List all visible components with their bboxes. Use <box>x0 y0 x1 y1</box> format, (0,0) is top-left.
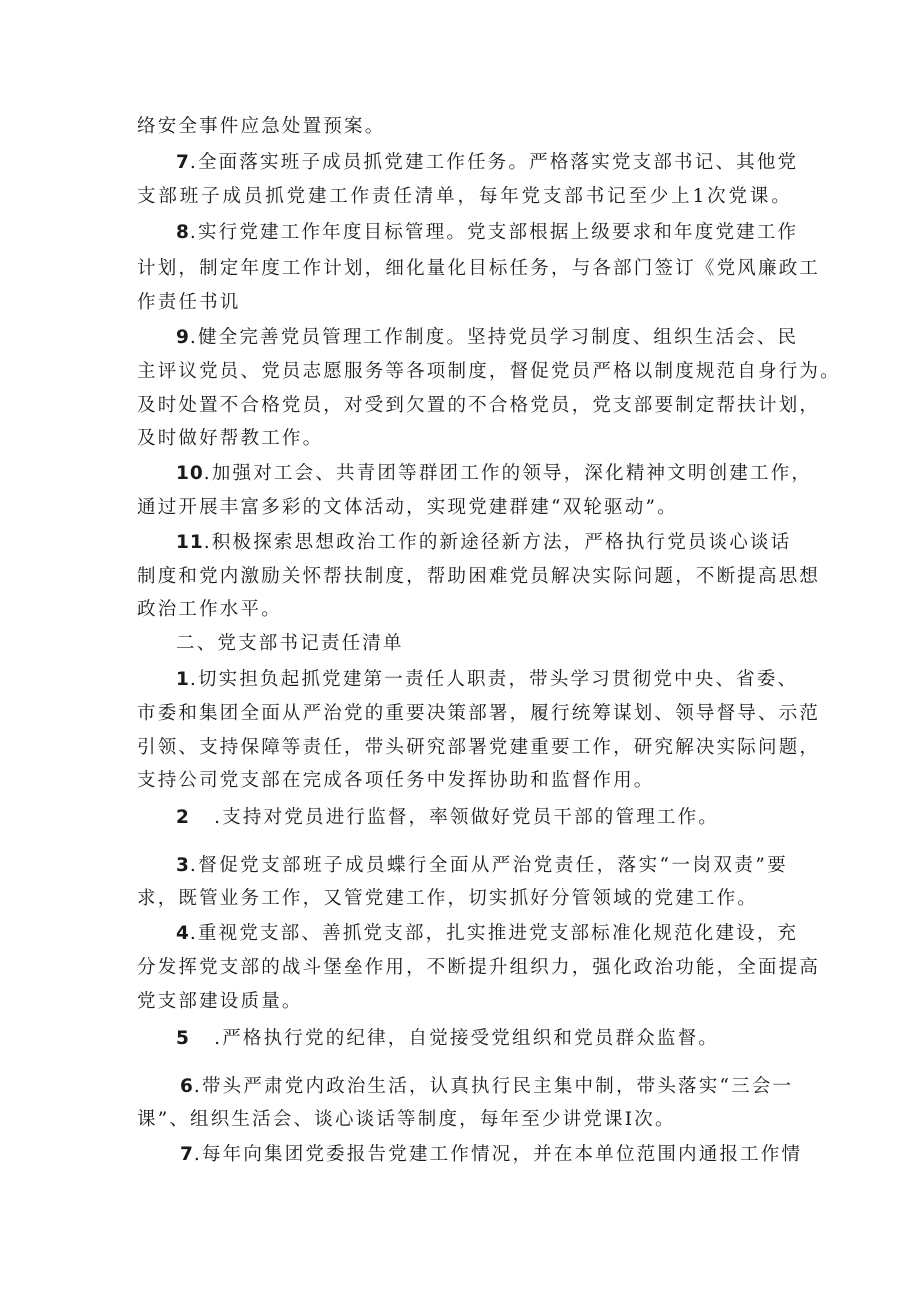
text-line: 及时做好帮教工作。 <box>137 428 324 449</box>
text-line: 制度和党内激励关怀帮扶制度，帮助困难党员解决实际问题，不断提高思想 <box>137 566 821 587</box>
text-line: 党支部建设质量。 <box>137 991 303 1012</box>
list-item: 7.每年向集团党委报告党建工作情况，并在本单位范围内通报工作情 <box>180 1144 803 1165</box>
text-line: 作责任书讥 <box>137 292 241 313</box>
list-item: 10.加强对工会、共青团等群团工作的领导，深化精神文明创建工作， <box>176 463 813 484</box>
text-line: 市委和集团全面从严治党的重要决策部署，履行统筹谋划、领导督导、示范 <box>137 703 821 724</box>
list-item: 11.积极探索思想政治工作的新途径新方法，严格执行党员谈心谈话 <box>176 532 792 553</box>
text-line: 络安全事件应急处置预案。 <box>137 116 386 137</box>
text-line: 计划，制定年度工作计划，细化量化目标任务，与各部门签订《党风廉政工 <box>137 258 821 279</box>
text-line: 支部班子成员抓党建工作责任清单，每年党支部书记至少上1次党课。 <box>137 186 792 207</box>
list-item: 8.实行党建工作年度目标管理。党支部根据上级要求和年度党建工作 <box>176 222 799 243</box>
list-item: 3.督促党支部班子成员蝶行全面从严治党责任，落实“一岗双责”要 <box>176 855 788 876</box>
text-line: 及时处置不合格党员，对受到欠置的不合格党员，党支部要制定帮扶计划， <box>137 395 821 416</box>
list-item: 6.带头严肃党内政治生活，认真执行民主集中制，带头落实“三会一 <box>180 1076 794 1097</box>
text-line: 求，既管业务工作，又管党建工作，切实抓好分管领域的党建工作。 <box>137 888 759 909</box>
list-item: 9.健全完善党员管理工作制度。坚持党员学习制度、组织生活会、民 <box>176 327 799 348</box>
list-item: 4.重视党支部、善抓党支部，扎实推进党支部标准化规范化建设，充 <box>176 923 799 944</box>
text-line: 主评议党员、党员志愿服务等各项制度，督促党员严格以制度规范自身行为。 <box>137 361 841 382</box>
text-line: 通过开展丰富多彩的文体活动，实现党建群建“双轮驱动”。 <box>137 497 678 518</box>
section-heading: 二、党支部书记责任清单 <box>176 633 404 654</box>
list-item: 1.切实担负起抓党建第一责任人职责，带头学习贯彻党中央、省委、 <box>176 669 799 690</box>
list-item: 2 .支持对党员进行监督，率领做好党员干部的管理工作。 <box>176 807 719 828</box>
text-line: 分发挥党支部的战斗堡垒作用，不断提升组织力，强化政治功能，全面提高 <box>137 957 821 978</box>
text-line: 引领、支持保障等责任，带头研究部署党建重要工作，研究解决实际问题， <box>137 737 821 758</box>
text-line: 支持公司党支部在完成各项任务中发挥协助和监督作用。 <box>137 770 655 791</box>
text-line: 政治工作水平。 <box>137 599 282 620</box>
list-item: 5 .严格执行党的纪律，自觉接受党组织和党员群众监督。 <box>176 1028 719 1049</box>
list-item: 7.全面落实班子成员抓党建工作任务。严格落实党支部书记、其他党 <box>176 152 799 173</box>
text-line: 课”、组织生活会、谈心谈话等制度，每年至少讲党课I次。 <box>137 1109 676 1130</box>
